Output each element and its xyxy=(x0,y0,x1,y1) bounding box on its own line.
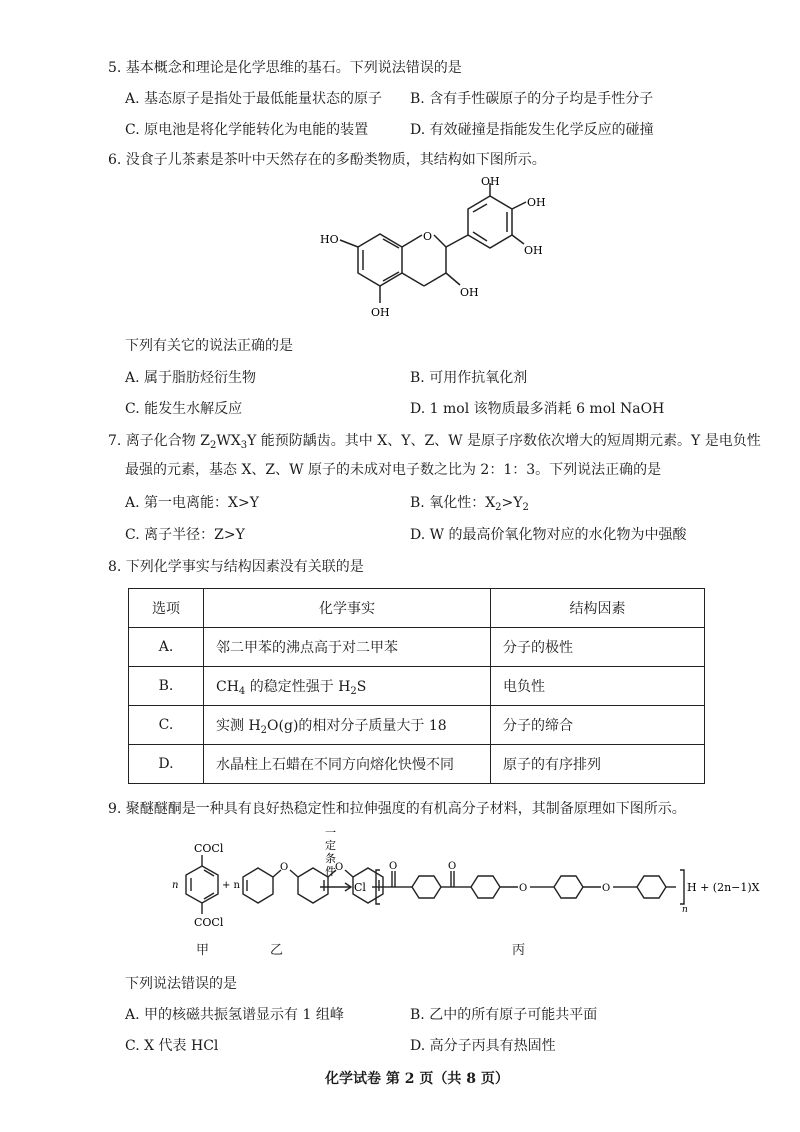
q7-option-d: D. W 的最高价氧化物对应的水化物为中强酸 xyxy=(410,527,687,543)
q9-label-yi: 乙 xyxy=(270,943,284,958)
q9-stem: 9. 聚醚醚酮是一种具有良好热稳定性和拉伸强度的有机高分子材料，其制备原理如下图所示。 xyxy=(108,801,686,817)
q9-ether-o: O xyxy=(335,862,344,873)
q9-plus-n: + n xyxy=(222,880,240,891)
q5-option-b: B. 含有手性碳原子的分子均是手性分子 xyxy=(410,91,654,107)
q8-table xyxy=(128,588,705,784)
q9-product-tail: H + (2n−1)X xyxy=(687,881,760,894)
q7-option-b: B. 氧化性：$X_2>Y_2$ xyxy=(410,495,529,513)
table-cell-fact: $CH_4$ 的稳定性强于 $H_2S$ xyxy=(204,667,491,706)
q8-stem: 8. 下列化学事实与结构因素没有关联的是 xyxy=(108,559,364,575)
table-cell-fact: 邻二甲苯的沸点高于对二甲苯 xyxy=(204,628,491,667)
q6-oh-label: OH xyxy=(460,286,479,299)
q6-option-d: D. 1 mol 该物质最多消耗 6 mol NaOH xyxy=(410,401,665,417)
q6-stem: 6. 没食子儿茶素是茶叶中天然存在的多酚类物质，其结构如下图所示。 xyxy=(108,152,546,168)
q9-carbonyl-o: O xyxy=(448,861,457,872)
q9-option-c: C. X 代表 HCl xyxy=(125,1038,219,1054)
table-header-row xyxy=(129,589,705,628)
q9-question: 下列说法错误的是 xyxy=(125,976,237,992)
table-header: 化学事实 xyxy=(204,589,491,628)
q9-condition: 一 xyxy=(325,826,336,839)
q9-option-a: A. 甲的核磁共振氢谱显示有 1 组峰 xyxy=(125,1007,344,1023)
q9-ether-o: O xyxy=(602,883,611,894)
q7-stem-line2: 最强的元素，基态 X、Z、W 原子的未成对电子数之比为 2：1：3。下列说法正确的是 xyxy=(125,462,662,478)
q6-oh-label: OH xyxy=(527,196,546,209)
q9-label-jia: 甲 xyxy=(196,943,210,958)
q7-option-c: C. 离子半径：Z>Y xyxy=(125,527,245,543)
table-cell-fact: 水晶柱上石蜡在不同方向熔化快慢不同 xyxy=(204,745,491,784)
q9-condition: 件 xyxy=(325,865,336,878)
table-cell-factor: 电负性 xyxy=(491,667,705,706)
q5-option-c: C. 原电池是将化学能转化为电能的装置 xyxy=(125,122,369,138)
q6-option-c: C. 能发生水解反应 xyxy=(125,401,243,417)
page-footer: 化学试卷 第 2 页（共 8 页） xyxy=(325,1071,509,1087)
table-cell-option: C. xyxy=(129,706,204,745)
q9-cl-label: Cl xyxy=(354,881,366,894)
q9-n-coefficient: n xyxy=(172,880,179,891)
q6-oh-label: OH xyxy=(481,175,500,188)
table-cell-option: B. xyxy=(129,667,204,706)
table-row xyxy=(129,628,705,667)
q5-option-a: A. 基态原子是指处于最低能量状态的原子 xyxy=(125,91,383,107)
q7-stem-line1: 7. 离子化合物 $Z_2WX_3Y$ 能预防龋齿。其中 X、Y、Z、W 是原子序数依次增大的短周期元素。Y 是电负性 xyxy=(108,433,761,451)
table-row xyxy=(129,667,705,706)
q6-option-b: B. 可用作抗氧化剂 xyxy=(410,370,528,386)
q6-oh-label: HO xyxy=(320,233,339,246)
q9-ether-o: O xyxy=(519,883,528,894)
q6-oh-label: OH xyxy=(371,306,390,319)
q9-ether-o: O xyxy=(280,862,289,873)
q5-stem: 5. 基本概念和理论是化学思维的基石。下列说法错误的是 xyxy=(108,60,462,76)
q6-question: 下列有关它的说法正确的是 xyxy=(125,338,293,354)
q6-ring-oxygen: O xyxy=(423,230,433,243)
q9-label-bing: 丙 xyxy=(512,943,526,958)
q9-condition: 条 xyxy=(325,852,336,865)
q7-option-a: A. 第一电离能：X>Y xyxy=(125,495,259,511)
q9-option-d: D. 高分子丙具有热固性 xyxy=(410,1038,556,1054)
table-cell-factor: 分子的极性 xyxy=(491,628,705,667)
q9-condition: 定 xyxy=(325,839,336,852)
table-cell-factor: 分子的缔合 xyxy=(491,706,705,745)
q9-carbonyl-o: O xyxy=(389,861,398,872)
table-row xyxy=(129,706,705,745)
table-header: 选项 xyxy=(129,589,204,628)
q9-cocl-top: COCl xyxy=(194,842,224,855)
q6-structure-diagram xyxy=(310,175,550,325)
table-cell-option: D. xyxy=(129,745,204,784)
table-cell-option: A. xyxy=(129,628,204,667)
q9-n-subscript: n xyxy=(682,905,688,915)
q9-product-diagram xyxy=(320,826,760,936)
table-row xyxy=(129,745,705,784)
q9-cocl-bottom: COCl xyxy=(194,916,224,929)
q5-option-d: D. 有效碰撞是指能发生化学反应的碰撞 xyxy=(410,122,654,138)
q6-option-a: A. 属于脂肪烃衍生物 xyxy=(125,370,257,386)
table-cell-factor: 原子的有序排列 xyxy=(491,745,705,784)
table-header: 结构因素 xyxy=(491,589,705,628)
q9-option-b: B. 乙中的所有原子可能共平面 xyxy=(410,1007,598,1023)
table-cell-fact: 实测 $H_2O(g)$的相对分子质量大于 18 xyxy=(204,706,491,745)
q6-oh-label: OH xyxy=(524,244,543,257)
